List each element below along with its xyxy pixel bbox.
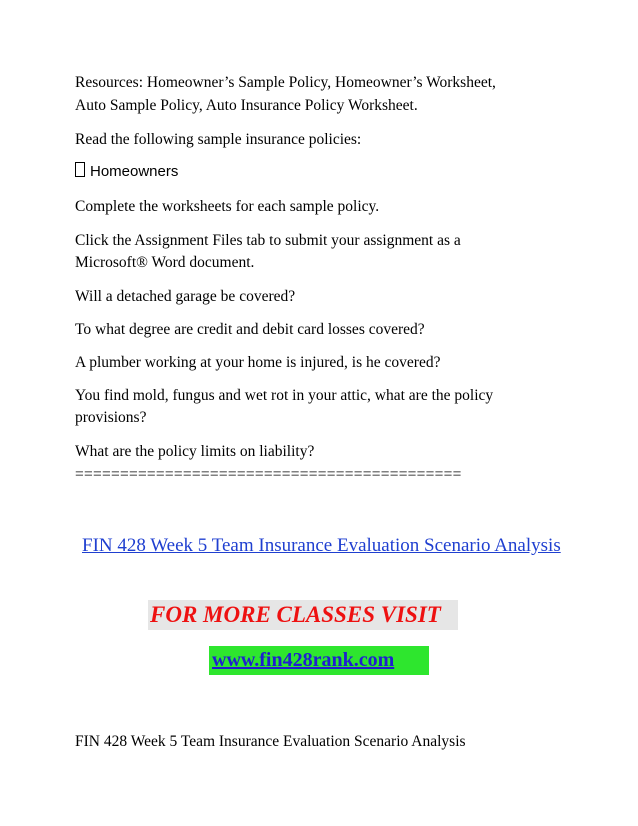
resources-line-2: Auto Sample Policy, Auto Insurance Policy Worksheet. xyxy=(75,97,418,114)
read-instruction: Read the following sample insurance policies: xyxy=(75,131,362,148)
website-link[interactable]: www.fin428rank.com xyxy=(212,649,395,671)
question-4-line-1: You find mold, fungus and wet rot in your attic, what are the policy xyxy=(75,387,494,404)
question-4-line-2: provisions? xyxy=(75,409,147,426)
question-3: A plumber working at your home is injured, is he covered? xyxy=(75,354,441,371)
submit-instruction-line-2: Microsoft® Word document. xyxy=(75,254,255,271)
question-5: What are the policy limits on liability? xyxy=(75,443,315,460)
question-1: Will a detached garage be covered? xyxy=(75,288,296,305)
question-2: To what degree are credit and debit card losses covered? xyxy=(75,321,425,338)
promo-text: FOR MORE CLASSES VISIT xyxy=(150,602,441,627)
bullet-item-label: Homeowners xyxy=(90,163,179,180)
bullet-list-item xyxy=(75,162,178,182)
complete-instruction: Complete the worksheets for each sample policy. xyxy=(75,198,380,215)
submit-instruction-line-1: Click the Assignment Files tab to submit your assignment as a xyxy=(75,232,461,249)
resources-line-1: Resources: Homeowner’s Sample Policy, Homeowner’s Worksheet, xyxy=(75,74,496,91)
footer-title: FIN 428 Week 5 Team Insurance Evaluation Scenario Analysis xyxy=(75,733,466,750)
separator-line: =========================================== xyxy=(75,466,462,483)
square-bullet-icon xyxy=(75,162,85,177)
course-title-link[interactable]: FIN 428 Week 5 Team Insurance Evaluation Scenario Analysis xyxy=(82,535,561,556)
